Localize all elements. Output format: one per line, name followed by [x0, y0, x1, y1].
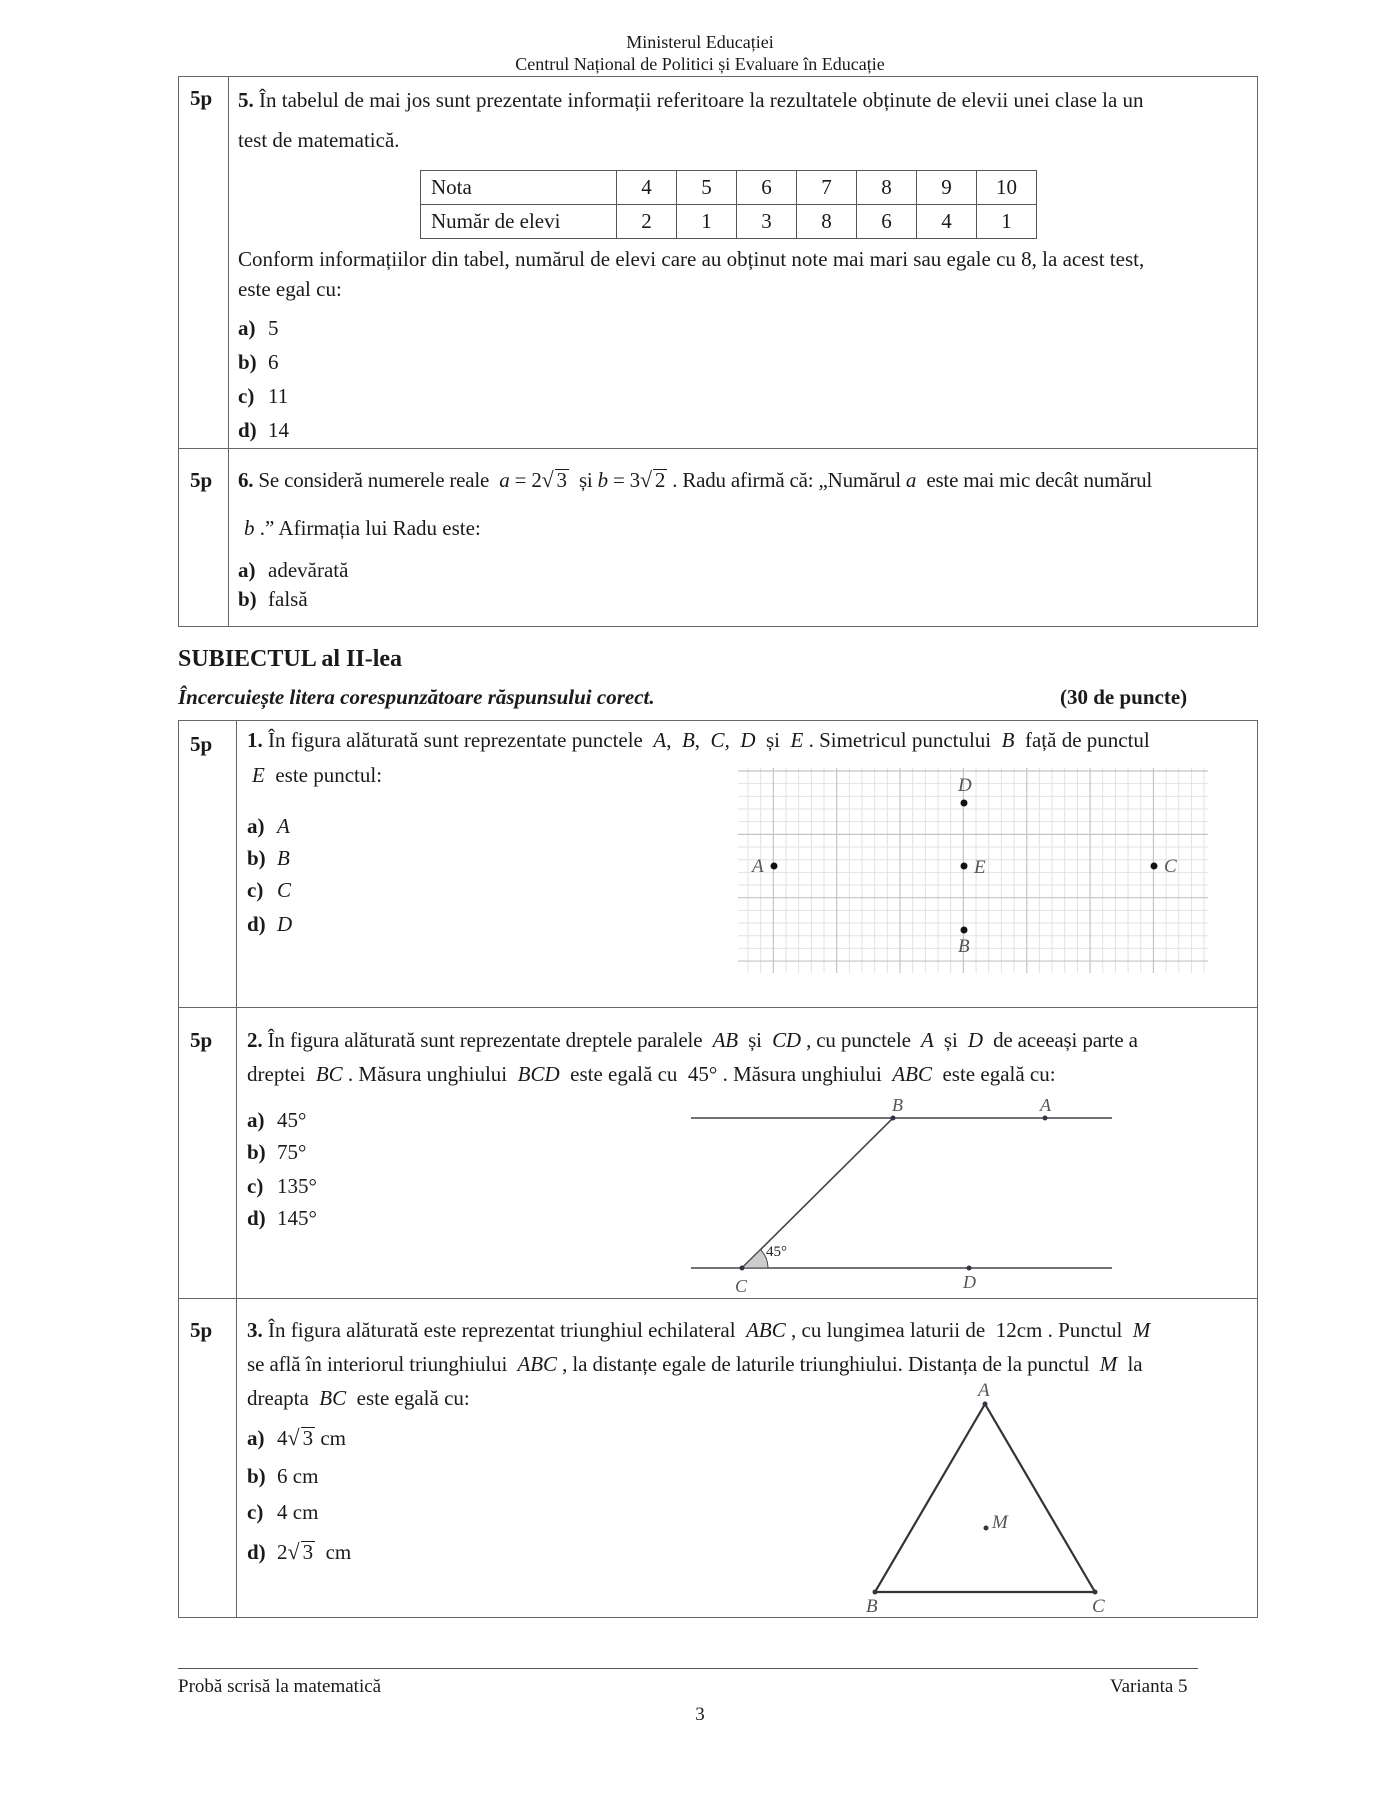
point-m: [984, 1526, 989, 1531]
label-a: A: [752, 856, 764, 877]
q5-text-line2: test de matematică.: [238, 128, 400, 152]
q5-question-line2: este egal cu:: [238, 277, 342, 301]
point-b: [961, 927, 968, 934]
table-cell: 4: [617, 171, 677, 205]
triangle-figure: [860, 1380, 1120, 1614]
label-e: E: [974, 857, 986, 878]
q5-option-d[interactable]: d) 14: [238, 418, 289, 442]
q5-points: 5p: [190, 86, 213, 110]
q5-number: 5.: [238, 88, 254, 112]
s2q3-text: 3. În figura alăturată este reprezentat triunghiul echilateral ABC , cu lungimea laturii de 12cm . Punctul M: [247, 1318, 1151, 1342]
table-row-header: Nota: [421, 171, 617, 205]
q5-text: [238, 82, 1144, 118]
s2q2-option-b[interactable]: b) 75°: [247, 1140, 307, 1164]
table-row: [421, 171, 1037, 205]
header-ministry: Ministerul Educației: [626, 32, 774, 52]
section-points: (30 de puncte): [1060, 685, 1188, 709]
q5-text-line1: În tabelul de mai jos sunt prezentate informații referitoare la rezultatele obținute de elevii unei clase la un: [259, 88, 1144, 112]
label-d: D: [958, 775, 972, 796]
table-row: [421, 205, 1037, 239]
label-b: B: [958, 936, 970, 957]
point-b: [873, 1590, 878, 1595]
label-a: A: [1040, 1096, 1051, 1115]
s2q1-option-d[interactable]: d) D: [247, 912, 293, 936]
table-cell: 8: [857, 171, 917, 205]
s2q2-points: 5p: [190, 1028, 213, 1052]
point-c: [1093, 1590, 1098, 1595]
s2q1-text: 1. În figura alăturată sunt reprezentate punctele A, B, C, D și E . Simetricul punctului B față de punctul: [247, 728, 1150, 752]
angle-45-marker: [742, 1250, 768, 1268]
s2q2-option-a[interactable]: a) 45°: [247, 1108, 307, 1132]
q6-option-b[interactable]: b) falsă: [238, 587, 308, 611]
s2q3-option-d[interactable]: d) 2√ 3 cm: [247, 1539, 352, 1564]
angle-label: 45°: [766, 1244, 787, 1260]
s2q3-points: 5p: [190, 1318, 213, 1342]
q6-points: 5p: [190, 468, 213, 492]
grid-figure: [738, 768, 1208, 973]
label-c: C: [1092, 1596, 1105, 1614]
header-center: Centrul Național de Politici și Evaluare în Educație: [515, 54, 885, 74]
table-cell: 2: [617, 205, 677, 239]
label-a: A: [978, 1380, 990, 1401]
footer-left: Probă scrisă la matematică: [178, 1676, 382, 1697]
q5-option-c[interactable]: c) 11: [238, 384, 289, 408]
points-column-divider: [228, 76, 229, 627]
table-cell: 7: [797, 171, 857, 205]
point-d: [967, 1266, 972, 1271]
s2q1-option-c[interactable]: c) C: [247, 878, 292, 902]
point-d: [961, 800, 968, 807]
q6-text: 6. Se consideră numerele reale a = 2√ 3 și b = 3√ 2 . Radu afirmă că: „Numărul a este mai mic decât numărul: [238, 467, 1153, 492]
s2q1-text-line2: E este punctul:: [252, 763, 383, 787]
q5-question-line1: Conform informațiilor din tabel, numărul de elevi care au obținut note mai mari sau egale cu 8, la acest test,: [238, 247, 1145, 271]
parallel-lines-figure: [690, 1096, 1120, 1296]
label-b: B: [866, 1596, 878, 1614]
s2q2-text: 2. În figura alăturată sunt reprezentate dreptele paralele AB și CD , cu punctele A și D de aceeași parte a: [247, 1028, 1138, 1052]
footer-rule: [178, 1668, 1198, 1669]
row-divider: [178, 1007, 1258, 1008]
label-b: B: [892, 1096, 903, 1115]
points-column-divider: [236, 720, 237, 1618]
s2q1-option-a[interactable]: a) A: [247, 814, 290, 838]
q6-option-a[interactable]: a) adevărată: [238, 558, 349, 582]
row-divider: [178, 448, 1258, 449]
table-cell: 6: [737, 171, 797, 205]
table-cell: 1: [677, 205, 737, 239]
section-instruction: Încercuiește litera corespunzătoare răspunsului corect.: [178, 685, 655, 709]
point-b: [891, 1116, 896, 1121]
table-cell: 10: [977, 171, 1037, 205]
s2q2-text-line2: dreptei BC . Măsura unghiului BCD este egală cu 45° . Măsura unghiului ABC este egală cu:: [247, 1062, 1056, 1086]
q5-option-a[interactable]: a) 5: [238, 316, 279, 340]
s2q2-option-c[interactable]: c) 135°: [247, 1174, 317, 1198]
segment-bc: [742, 1118, 893, 1268]
label-d: D: [963, 1272, 976, 1292]
point-e: [961, 863, 968, 870]
s2q3-text-line2: se află în interiorul triunghiului ABC , la distanțe egale de laturile triunghiului. Distanța de la punctul M la: [247, 1352, 1143, 1376]
s2q3-text-line3: dreapta BC este egală cu:: [247, 1386, 470, 1410]
point-a: [983, 1402, 988, 1407]
triangle-abc: [875, 1404, 1095, 1592]
s2q3-option-c[interactable]: c) 4 cm: [247, 1500, 319, 1524]
table-cell: 5: [677, 171, 737, 205]
table-cell: 3: [737, 205, 797, 239]
table-cell: 6: [857, 205, 917, 239]
table-cell: 1: [977, 205, 1037, 239]
point-c: [740, 1266, 745, 1271]
grades-table: [420, 170, 1037, 239]
q6-text-line2: b .” Afirmația lui Radu este:: [244, 516, 481, 540]
page-number: 3: [695, 1704, 705, 1725]
label-m: M: [992, 1512, 1008, 1533]
point-c: [1151, 863, 1158, 870]
s2q3-option-b[interactable]: b) 6 cm: [247, 1464, 319, 1488]
table-cell: 4: [917, 205, 977, 239]
table-row-header: Număr de elevi: [421, 205, 617, 239]
q5-option-b[interactable]: b) 6: [238, 350, 279, 374]
row-divider: [178, 1298, 1258, 1299]
section-title: SUBIECTUL al II-lea: [178, 646, 403, 672]
s2q3-option-a[interactable]: a) 4√ 3 cm: [247, 1425, 346, 1450]
point-a: [1043, 1116, 1048, 1121]
label-c: C: [1164, 856, 1177, 877]
s2q1-points: 5p: [190, 732, 213, 756]
s2q1-option-b[interactable]: b) B: [247, 846, 290, 870]
point-a: [771, 863, 778, 870]
s2q2-option-d[interactable]: d) 145°: [247, 1206, 317, 1230]
footer-right: Varianta 5: [1110, 1676, 1188, 1697]
label-c: C: [735, 1276, 748, 1296]
table-cell: 9: [917, 171, 977, 205]
table-cell: 8: [797, 205, 857, 239]
